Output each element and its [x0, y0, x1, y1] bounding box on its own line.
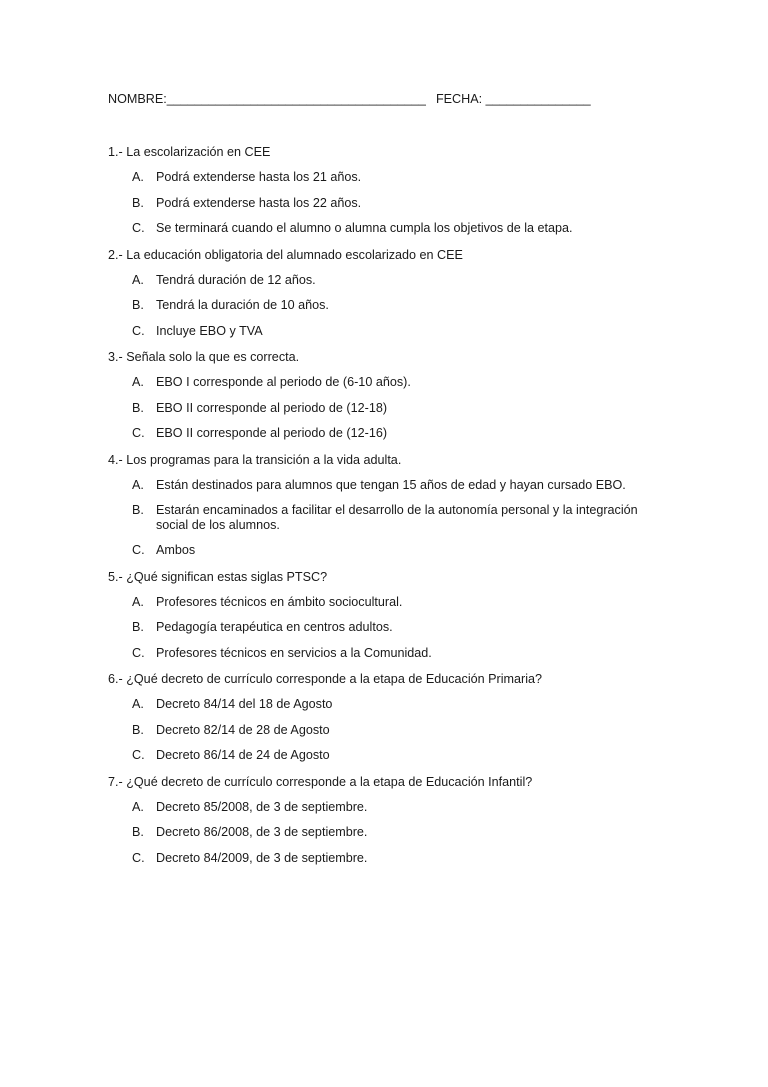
option-b — [108, 503, 668, 532]
option-a — [108, 478, 668, 493]
fecha-label: FECHA: — [435, 92, 483, 106]
option-b — [108, 723, 668, 738]
option-list — [108, 273, 668, 339]
question-4 — [108, 452, 668, 558]
question-text: 3.- Señala solo la que es correcta. — [108, 350, 300, 364]
option-letter: B. — [132, 722, 144, 737]
question-text: 1.- La escolarización en CEE — [108, 145, 271, 159]
option-list — [108, 478, 668, 558]
option-text: Decreto 86/14 de 24 de Agosto — [156, 748, 330, 762]
fecha-blank: _______________ — [485, 92, 591, 106]
option-letter: B. — [132, 825, 144, 839]
option-letter: C. — [132, 850, 145, 865]
option-text: Decreto 84/14 del 18 de Agosto — [156, 697, 333, 711]
option-text: Podrá extenderse hasta los 22 años. — [156, 195, 362, 210]
option-text: Decreto 82/14 de 28 de Agosto — [156, 722, 330, 737]
header-line — [108, 91, 591, 107]
option-text: Profesores técnicos en ámbito sociocultural. — [156, 594, 403, 609]
option-text: Incluye EBO y TVA — [156, 323, 263, 338]
option-text: Tendrá la duración de 10 años. — [156, 298, 329, 312]
option-a — [108, 375, 668, 390]
option-letter: A. — [132, 375, 144, 389]
option-text: Decreto 85/2008, de 3 de septiembre. — [156, 799, 368, 814]
option-letter: C. — [132, 543, 145, 557]
option-list — [108, 697, 668, 763]
question-text: 6.- ¿Qué decreto de currículo corresponde a la etapa de Educación Primaria? — [108, 672, 543, 686]
option-text: Tendrá duración de 12 años. — [156, 272, 316, 287]
option-letter: B. — [132, 400, 144, 415]
option-letter: C. — [132, 426, 145, 440]
option-text: Decreto 84/2009, de 3 de septiembre. — [156, 850, 368, 865]
option-text: Podrá extenderse hasta los 21 años. — [156, 170, 362, 184]
question-2 — [108, 247, 668, 339]
option-b — [108, 825, 668, 840]
option-b — [108, 196, 668, 211]
option-text: Decreto 86/2008, de 3 de septiembre. — [156, 825, 368, 839]
option-list — [108, 375, 668, 441]
option-list — [108, 800, 668, 866]
option-letter: A. — [132, 272, 144, 287]
nombre-label: NOMBRE: — [108, 92, 167, 106]
option-text: EBO II corresponde al periodo de (12-18) — [156, 400, 388, 415]
option-text: Se terminará cuando el alumno o alumna cumpla los objetivos de la etapa. — [156, 221, 573, 235]
option-letter: C. — [132, 645, 145, 660]
option-letter: B. — [132, 620, 144, 634]
option-letter: B. — [132, 503, 144, 517]
question-6 — [108, 671, 668, 763]
nombre-blank: _____________________________________ — [166, 92, 426, 106]
question-1 — [108, 144, 668, 236]
option-a — [108, 697, 668, 712]
question-7 — [108, 774, 668, 866]
question-text: 5.- ¿Qué significan estas siglas PTSC? — [108, 569, 328, 584]
option-letter: C. — [132, 748, 145, 762]
option-b — [108, 620, 668, 635]
question-text: 2.- La educación obligatoria del alumnado escolarizado en CEE — [108, 247, 463, 262]
question-5 — [108, 569, 668, 661]
option-c — [108, 426, 668, 441]
option-c — [108, 221, 668, 236]
option-c — [108, 748, 668, 763]
option-letter: B. — [132, 298, 144, 312]
option-list — [108, 595, 668, 661]
option-letter: C. — [132, 323, 145, 338]
option-c — [108, 543, 668, 558]
option-letter: A. — [132, 594, 144, 609]
option-letter: A. — [132, 697, 144, 711]
option-text: Están destinados para alumnos que tengan 15 años de edad y hayan cursado EBO. — [156, 477, 626, 492]
option-a — [108, 800, 668, 815]
option-text: Ambos — [156, 543, 196, 557]
option-letter: A. — [132, 170, 144, 184]
option-text: EBO I corresponde al periodo de (6-10 años). — [156, 375, 411, 389]
option-a — [108, 170, 668, 185]
option-b — [108, 298, 668, 313]
question-3 — [108, 349, 668, 441]
option-b — [108, 401, 668, 416]
question-list — [108, 144, 668, 876]
option-letter: A. — [132, 477, 144, 492]
option-letter: A. — [132, 799, 144, 814]
option-text: Pedagogía terapéutica en centros adultos. — [156, 620, 393, 634]
option-letter: B. — [132, 195, 144, 210]
option-letter: C. — [132, 221, 145, 235]
option-c — [108, 324, 668, 339]
option-c — [108, 851, 668, 866]
option-c — [108, 646, 668, 661]
option-text: Profesores técnicos en servicios a la Comunidad. — [156, 645, 432, 660]
option-list — [108, 170, 668, 236]
option-a — [108, 595, 668, 610]
question-text: 4.- Los programas para la transición a la vida adulta. — [108, 452, 402, 467]
option-text: Estarán encaminados a facilitar el desarrollo de la autonomía personal y la integración social de los alumnos. — [156, 503, 638, 532]
option-a — [108, 273, 668, 288]
question-text: 7.- ¿Qué decreto de currículo corresponde a la etapa de Educación Infantil? — [108, 774, 533, 789]
option-text: EBO II corresponde al periodo de (12-16) — [156, 426, 388, 440]
